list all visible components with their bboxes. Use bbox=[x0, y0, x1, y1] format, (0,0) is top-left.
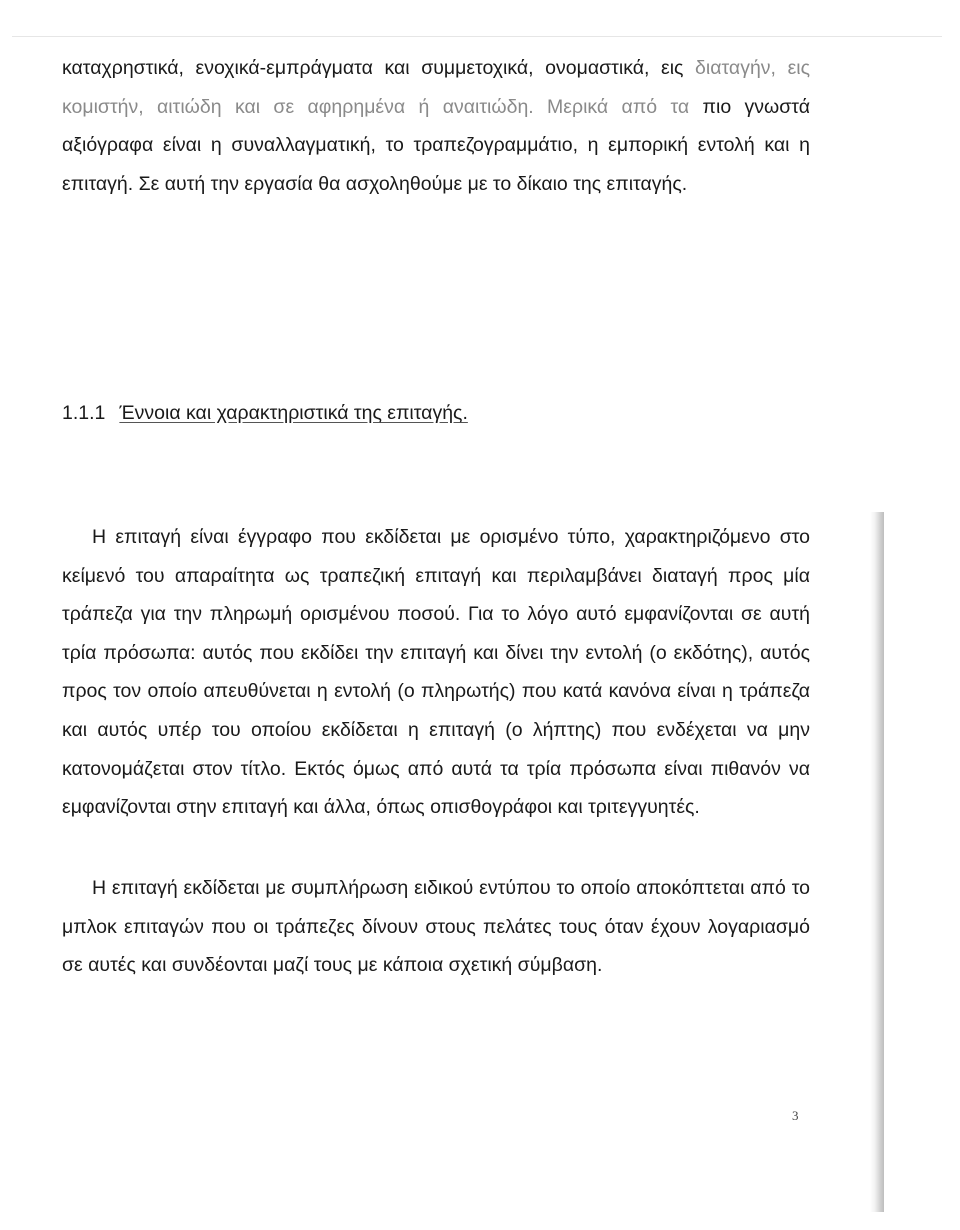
issuance-paragraph: Η επιταγή εκδίδεται με συμπλήρωση ειδικού εντύπου το οποίο αποκόπτεται από το μπλοκ επιταγών που οι τράπεζες δίνουν στους πελάτες τους όταν έχουν λογαριασμό σε αυτές και συνδέονται μαζί τους με κάποια σχετική σύμβαση. bbox=[62, 877, 810, 977]
intro-paragraph-faded-line: διαταγήν, εις κομιστήν, αιτιώδη και σε αφηρημένα ή αναιτιώδη. Μερικά από τα bbox=[62, 57, 811, 118]
intro-paragraph-text-start: καταχρηστικά, ενοχικά-εμπράγματα και συμμετοχικά, ονομαστικά, εις bbox=[62, 57, 696, 79]
intro-paragraph-text-end: πιο γνωστά αξιόγραφα είναι η συναλλαγματική, το τραπεζογραμμάτιο, η εμπορική εντολή και η επιταγή. Σε αυτή την εργασία θα ασχοληθούμε με το δίκαιο της επιταγής. bbox=[62, 95, 810, 195]
definition-paragraph: Η επιταγή είναι έγγραφο που εκδίδεται με ορισμένο τύπο, χαρακτηριζόμενο στο κείμενό του απαραίτητα ως τραπεζική επιταγή και περιλαμβάνει διαταγή προς μία τράπεζα για την πληρωμή ορισμένου ποσού. Για το λόγο αυτό εμφανίζονται σε αυτή τρία πρόσωπα: αυτός που εκδίδει την επιταγή και δίνει την εντολή (ο εκδότης), αυτός προς τον οποίο απευθύνεται η εντολή (ο πληρωτής) που κατά κανόνα είναι η τράπεζα και αυτός υπέρ του οποίου εκδίδεται η επιταγή (ο λήπτης) που ενδέχεται να μην κατονομάζεται στον τίτλο. Εκτός όμως από αυτά τα τρία πρόσωπα είναι πιθανόν να εμφανίζονται στην επιταγή και άλλα, όπως οπισθογράφοι και τριτεγγυητές. bbox=[62, 526, 810, 819]
intro-paragraph bbox=[62, 49, 810, 203]
scan-page-edge-shadow bbox=[870, 512, 884, 1212]
page-number: 3 bbox=[792, 1108, 799, 1123]
scan-top-rule bbox=[12, 36, 942, 37]
section-title: Έννοια και χαρακτηριστικά της επιταγής. bbox=[119, 402, 468, 424]
section-heading bbox=[62, 394, 468, 432]
section-number: 1.1.1 bbox=[62, 402, 106, 424]
